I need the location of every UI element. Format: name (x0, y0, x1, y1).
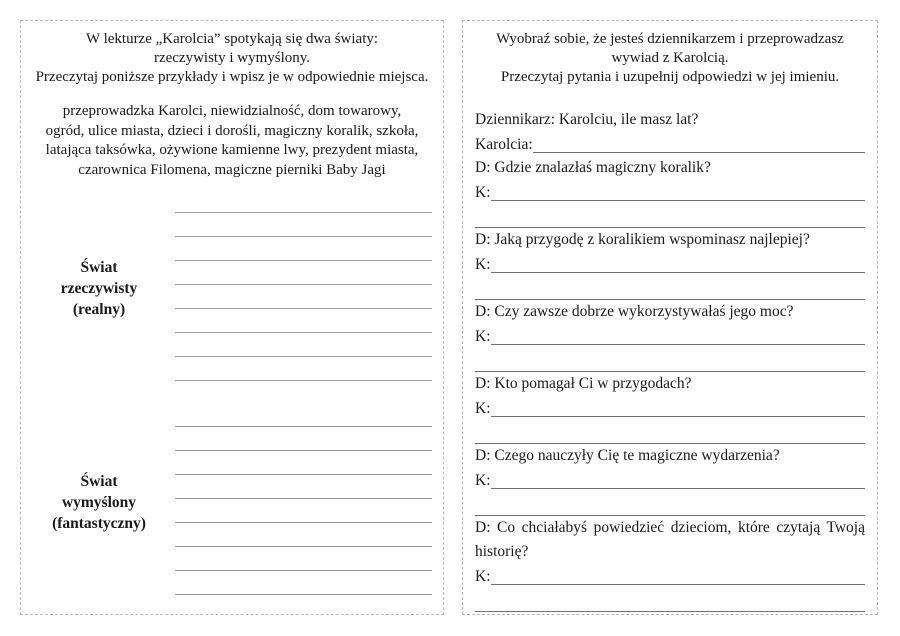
instruction-line: wywiad z Karolcią. (611, 50, 729, 66)
answer-continuation-line[interactable] (475, 204, 865, 228)
category-label-real (32, 257, 170, 320)
interview-answer-row[interactable] (475, 396, 865, 420)
answer-label: Karolcia: (475, 136, 533, 153)
interview-question: D: Jaką przygodę z koralikiem wspominasz najlepiej? (475, 231, 810, 248)
left-panel (20, 20, 444, 615)
category-real-world (32, 195, 432, 381)
word-bank-line: ogród, ulice miasta, dzieci i dorośli, magiczny koralik, szkoła, (45, 122, 419, 139)
answer-continuation-line[interactable] (475, 276, 865, 300)
writing-line[interactable] (175, 309, 432, 333)
instruction-line: Wyobraź sobie, że jesteś dziennikarzem i przeprowadzasz (496, 31, 844, 47)
category-label-imaginary (32, 471, 170, 534)
instruction-line: Przeczytaj pytania i uzupełnij odpowiedzi w jej imieniu. (500, 69, 840, 85)
word-bank (32, 102, 432, 180)
interview-answer-row[interactable] (475, 180, 865, 204)
writing-line[interactable] (175, 451, 432, 475)
writing-line[interactable] (175, 571, 432, 595)
word-bank-line: czarownica Filomena, magiczne pierniki Baby Jagi (78, 161, 386, 178)
answer-label: K: (475, 400, 491, 417)
category-label-line: Świat (80, 472, 118, 490)
category-label-line: rzeczywisty (60, 279, 138, 297)
category-label-line: (realny) (72, 300, 126, 318)
writing-line[interactable] (175, 427, 432, 451)
interview-item (475, 516, 865, 612)
writing-line[interactable] (175, 547, 432, 571)
interview-item (475, 156, 865, 228)
answer-line[interactable] (491, 271, 866, 273)
answer-line[interactable] (491, 343, 866, 345)
right-panel-instructions (475, 30, 865, 87)
interview-answer-row[interactable] (475, 132, 865, 156)
left-panel-instructions (32, 30, 432, 87)
writing-line[interactable] (175, 333, 432, 357)
instruction-line: Przeczytaj poniższe przykłady i wpisz je w odpowiednie miejsca. (35, 69, 429, 85)
answer-lines-real[interactable] (170, 195, 432, 381)
answer-continuation-line[interactable] (475, 420, 865, 444)
category-label-line: (fantastyczny) (52, 514, 146, 532)
word-bank-line: latająca taksówka, ożywione kamienne lwy, prezydent miasta, (45, 142, 419, 158)
writing-line[interactable] (175, 285, 432, 309)
word-bank-line: przeprowadzka Karolci, niewidzialność, dom towarowy, (62, 103, 402, 119)
interview-question: Dziennikarz: Karolciu, ile masz lat? (475, 111, 699, 128)
interview-item (475, 108, 865, 156)
answer-label: K: (475, 328, 491, 345)
category-imaginary-world (32, 409, 432, 595)
answer-continuation-line[interactable] (475, 588, 865, 612)
writing-line[interactable] (175, 261, 432, 285)
writing-line[interactable] (175, 237, 432, 261)
interview-list (475, 108, 865, 612)
writing-line[interactable] (175, 213, 432, 237)
interview-answer-row[interactable] (475, 252, 865, 276)
instruction-line: rzeczywisty i wymyślony. (153, 50, 311, 66)
category-label-line: Świat (80, 258, 118, 276)
interview-answer-row[interactable] (475, 324, 865, 348)
category-label-line: wymyślony (61, 493, 137, 511)
writing-line[interactable] (175, 475, 432, 499)
writing-line[interactable] (175, 523, 432, 547)
answer-label: K: (475, 568, 491, 585)
writing-line[interactable] (175, 195, 432, 213)
writing-line[interactable] (175, 357, 432, 381)
interview-item (475, 300, 865, 372)
interview-item (475, 372, 865, 444)
answer-label: K: (475, 184, 491, 201)
instruction-line: W lekturze „Karolcia” spotykają się dwa światy: (85, 31, 379, 47)
answer-line[interactable] (491, 199, 866, 201)
answer-label: K: (475, 472, 491, 489)
interview-question: D: Czego nauczyły Cię te magiczne wydarzenia? (475, 447, 780, 464)
writing-line[interactable] (175, 409, 432, 427)
writing-line[interactable] (175, 499, 432, 523)
interview-question: D: Co chciałabyś powiedzieć dzieciom, które czytają Twoją historię? (475, 519, 865, 560)
answer-line[interactable] (533, 151, 865, 153)
right-panel (462, 20, 878, 615)
answer-label: K: (475, 256, 491, 273)
interview-question: D: Gdzie znalazłaś magiczny koralik? (475, 159, 711, 176)
interview-answer-row[interactable] (475, 564, 865, 588)
answer-line[interactable] (491, 487, 866, 489)
answer-line[interactable] (491, 415, 866, 417)
interview-question: D: Czy zawsze dobrze wykorzystywałaś jego moc? (475, 303, 794, 320)
interview-item (475, 444, 865, 516)
interview-answer-row[interactable] (475, 468, 865, 492)
answer-continuation-line[interactable] (475, 492, 865, 516)
answer-lines-imaginary[interactable] (170, 409, 432, 595)
interview-item (475, 228, 865, 300)
interview-question: D: Kto pomagał Ci w przygodach? (475, 375, 692, 392)
answer-continuation-line[interactable] (475, 348, 865, 372)
answer-line[interactable] (491, 583, 866, 585)
